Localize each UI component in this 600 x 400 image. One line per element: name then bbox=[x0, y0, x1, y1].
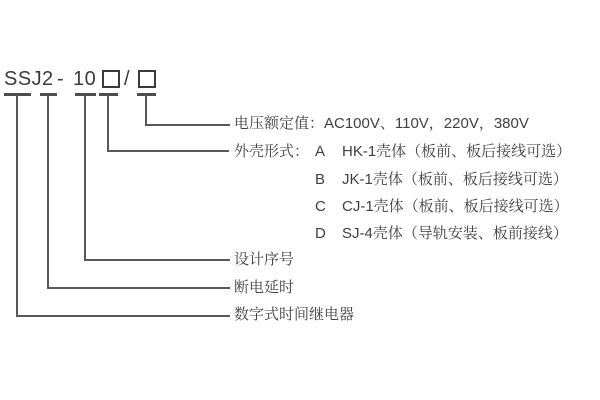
voltage-code-box bbox=[138, 70, 156, 88]
leader-line-case bbox=[107, 150, 229, 152]
case-option-desc-c: CJ-1壳体（板前、板后接线可选） bbox=[342, 198, 569, 215]
leader-stem-power-off-delay bbox=[47, 95, 49, 289]
model-design-no: 10 bbox=[73, 68, 97, 90]
leader-line-voltage bbox=[145, 124, 230, 126]
case-code-box bbox=[102, 70, 120, 88]
leader-stem-case bbox=[107, 95, 109, 152]
model-series: SSJ bbox=[4, 68, 43, 90]
leader-line-design-serial bbox=[84, 259, 230, 261]
model-variant: 2 bbox=[42, 68, 54, 90]
voltage-rating-label: 电压额定值：AC100V、110V，220V，380V bbox=[234, 115, 529, 132]
model-slash: / bbox=[124, 68, 131, 90]
case-option-desc-a: HK-1壳体（板前、板后接线可选） bbox=[342, 143, 572, 160]
leader-line-power-off-delay bbox=[47, 287, 230, 289]
leader-stem-design-serial bbox=[84, 95, 86, 261]
case-form-label: 外壳形式： bbox=[234, 143, 310, 160]
case-option-code-b: B bbox=[315, 171, 326, 188]
model-dash: - bbox=[57, 68, 65, 90]
leader-stem-voltage bbox=[145, 95, 147, 126]
case-option-code-d: D bbox=[315, 225, 326, 242]
leader-line-relay-type bbox=[16, 315, 230, 317]
power-off-delay-label: 断电延时 bbox=[234, 279, 295, 296]
leader-stem-relay-type bbox=[16, 95, 18, 317]
design-serial-label: 设计序号 bbox=[234, 251, 295, 268]
case-option-desc-b: JK-1壳体（板前、板后接线可选） bbox=[342, 171, 568, 188]
relay-type-label: 数字式时间继电器 bbox=[234, 306, 355, 323]
case-option-code-c: C bbox=[315, 198, 326, 215]
case-option-code-a: A bbox=[315, 143, 326, 160]
case-option-desc-d: SJ-4壳体（导轨安装、板前接线） bbox=[342, 225, 568, 242]
